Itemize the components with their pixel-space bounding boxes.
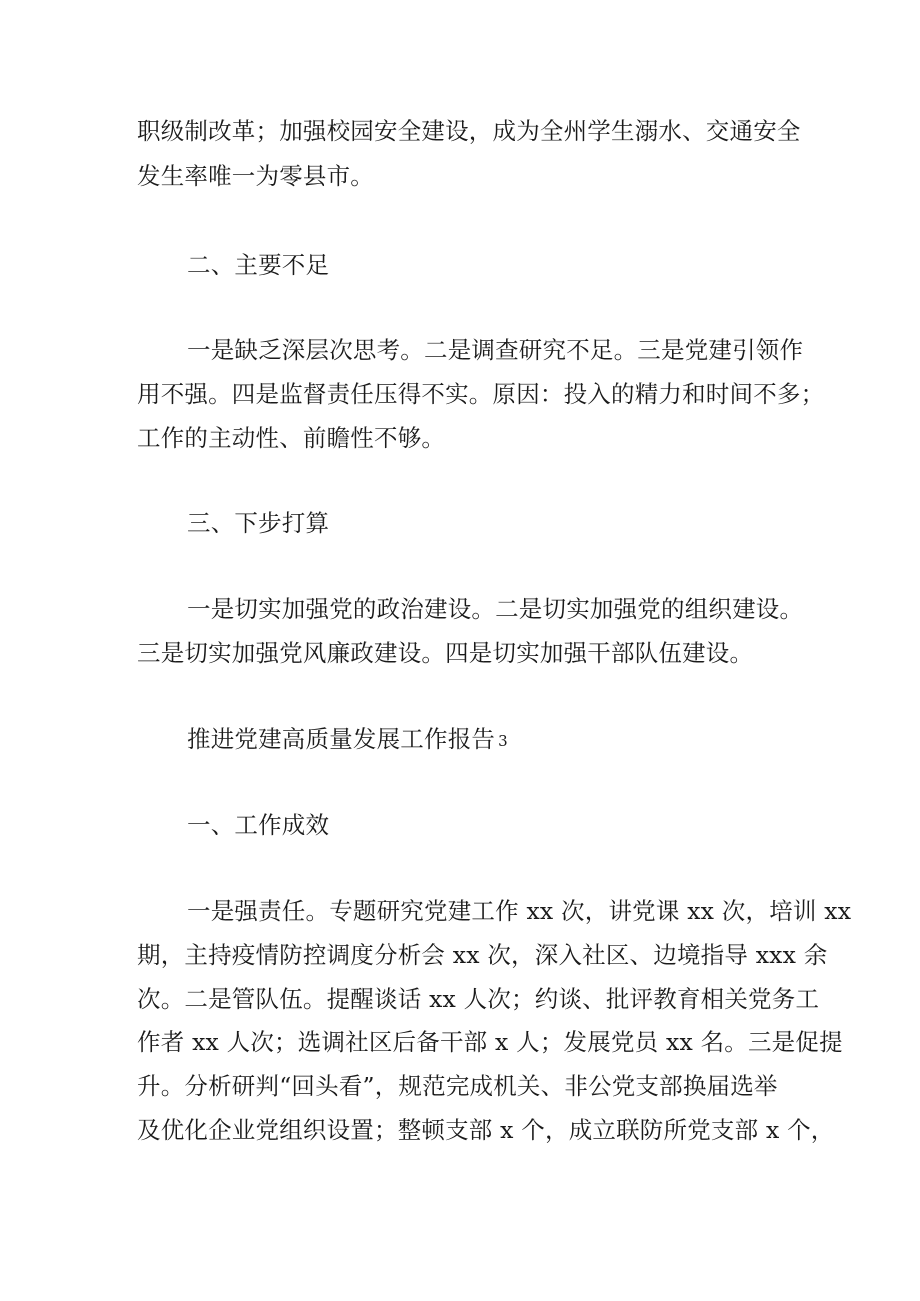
paragraph-3-line-2: 三是切实加强党风廉政建设。四是切实加强干部队伍建设。 — [137, 639, 754, 667]
report-title — [187, 724, 508, 757]
paragraph-4-line-3: 次。二是管队伍。提醒谈话 xx 人次；约谈、批评教育相关党务工 — [137, 985, 820, 1013]
report-number: 3 — [498, 732, 508, 750]
paragraph-2-line-2: 用不强。四是监督责任压得不实。原因：投入的精力和时间不多； — [137, 380, 825, 408]
paragraph-1-line-1: 职级制改革；加强校园安全建设，成为全州学生溺水、交通安全 — [137, 117, 801, 145]
section-heading-achievements: 一、工作成效 — [187, 811, 330, 839]
paragraph-1-line-2: 发生率唯一为零县市。 — [137, 162, 374, 190]
paragraph-4-line-1: 一是强责任。专题研究党建工作 xx 次，讲党课 xx 次，培训 xx — [187, 897, 852, 925]
paragraph-2-line-3: 工作的主动性、前瞻性不够。 — [137, 424, 446, 452]
paragraph-4-line-6: 及优化企业党组织设置；整顿支部 x 个，成立联防所党支部 x 个， — [137, 1116, 835, 1144]
paragraph-3-line-1: 一是切实加强党的政治建设。二是切实加强党的组织建设。 — [187, 595, 804, 623]
paragraph-4-line-5: 升。分析研判“回头看”，规范完成机关、非公党支部换届选举 — [137, 1072, 778, 1100]
paragraph-4-line-4: 作者 xx 人次；选调社区后备干部 x 人；发展党员 xx 名。三是促提 — [137, 1028, 843, 1056]
section-heading-shortcomings: 二、主要不足 — [187, 251, 330, 279]
section-heading-next-steps: 三、下步打算 — [187, 509, 330, 537]
paragraph-2-line-1: 一是缺乏深层次思考。二是调查研究不足。三是党建引领作 — [187, 336, 804, 364]
report-title-text: 推进党建高质量发展工作报告 — [187, 725, 496, 753]
paragraph-4-line-2: 期，主持疫情防控调度分析会 xx 次，深入社区、边境指导 xxx 余 — [137, 941, 828, 969]
